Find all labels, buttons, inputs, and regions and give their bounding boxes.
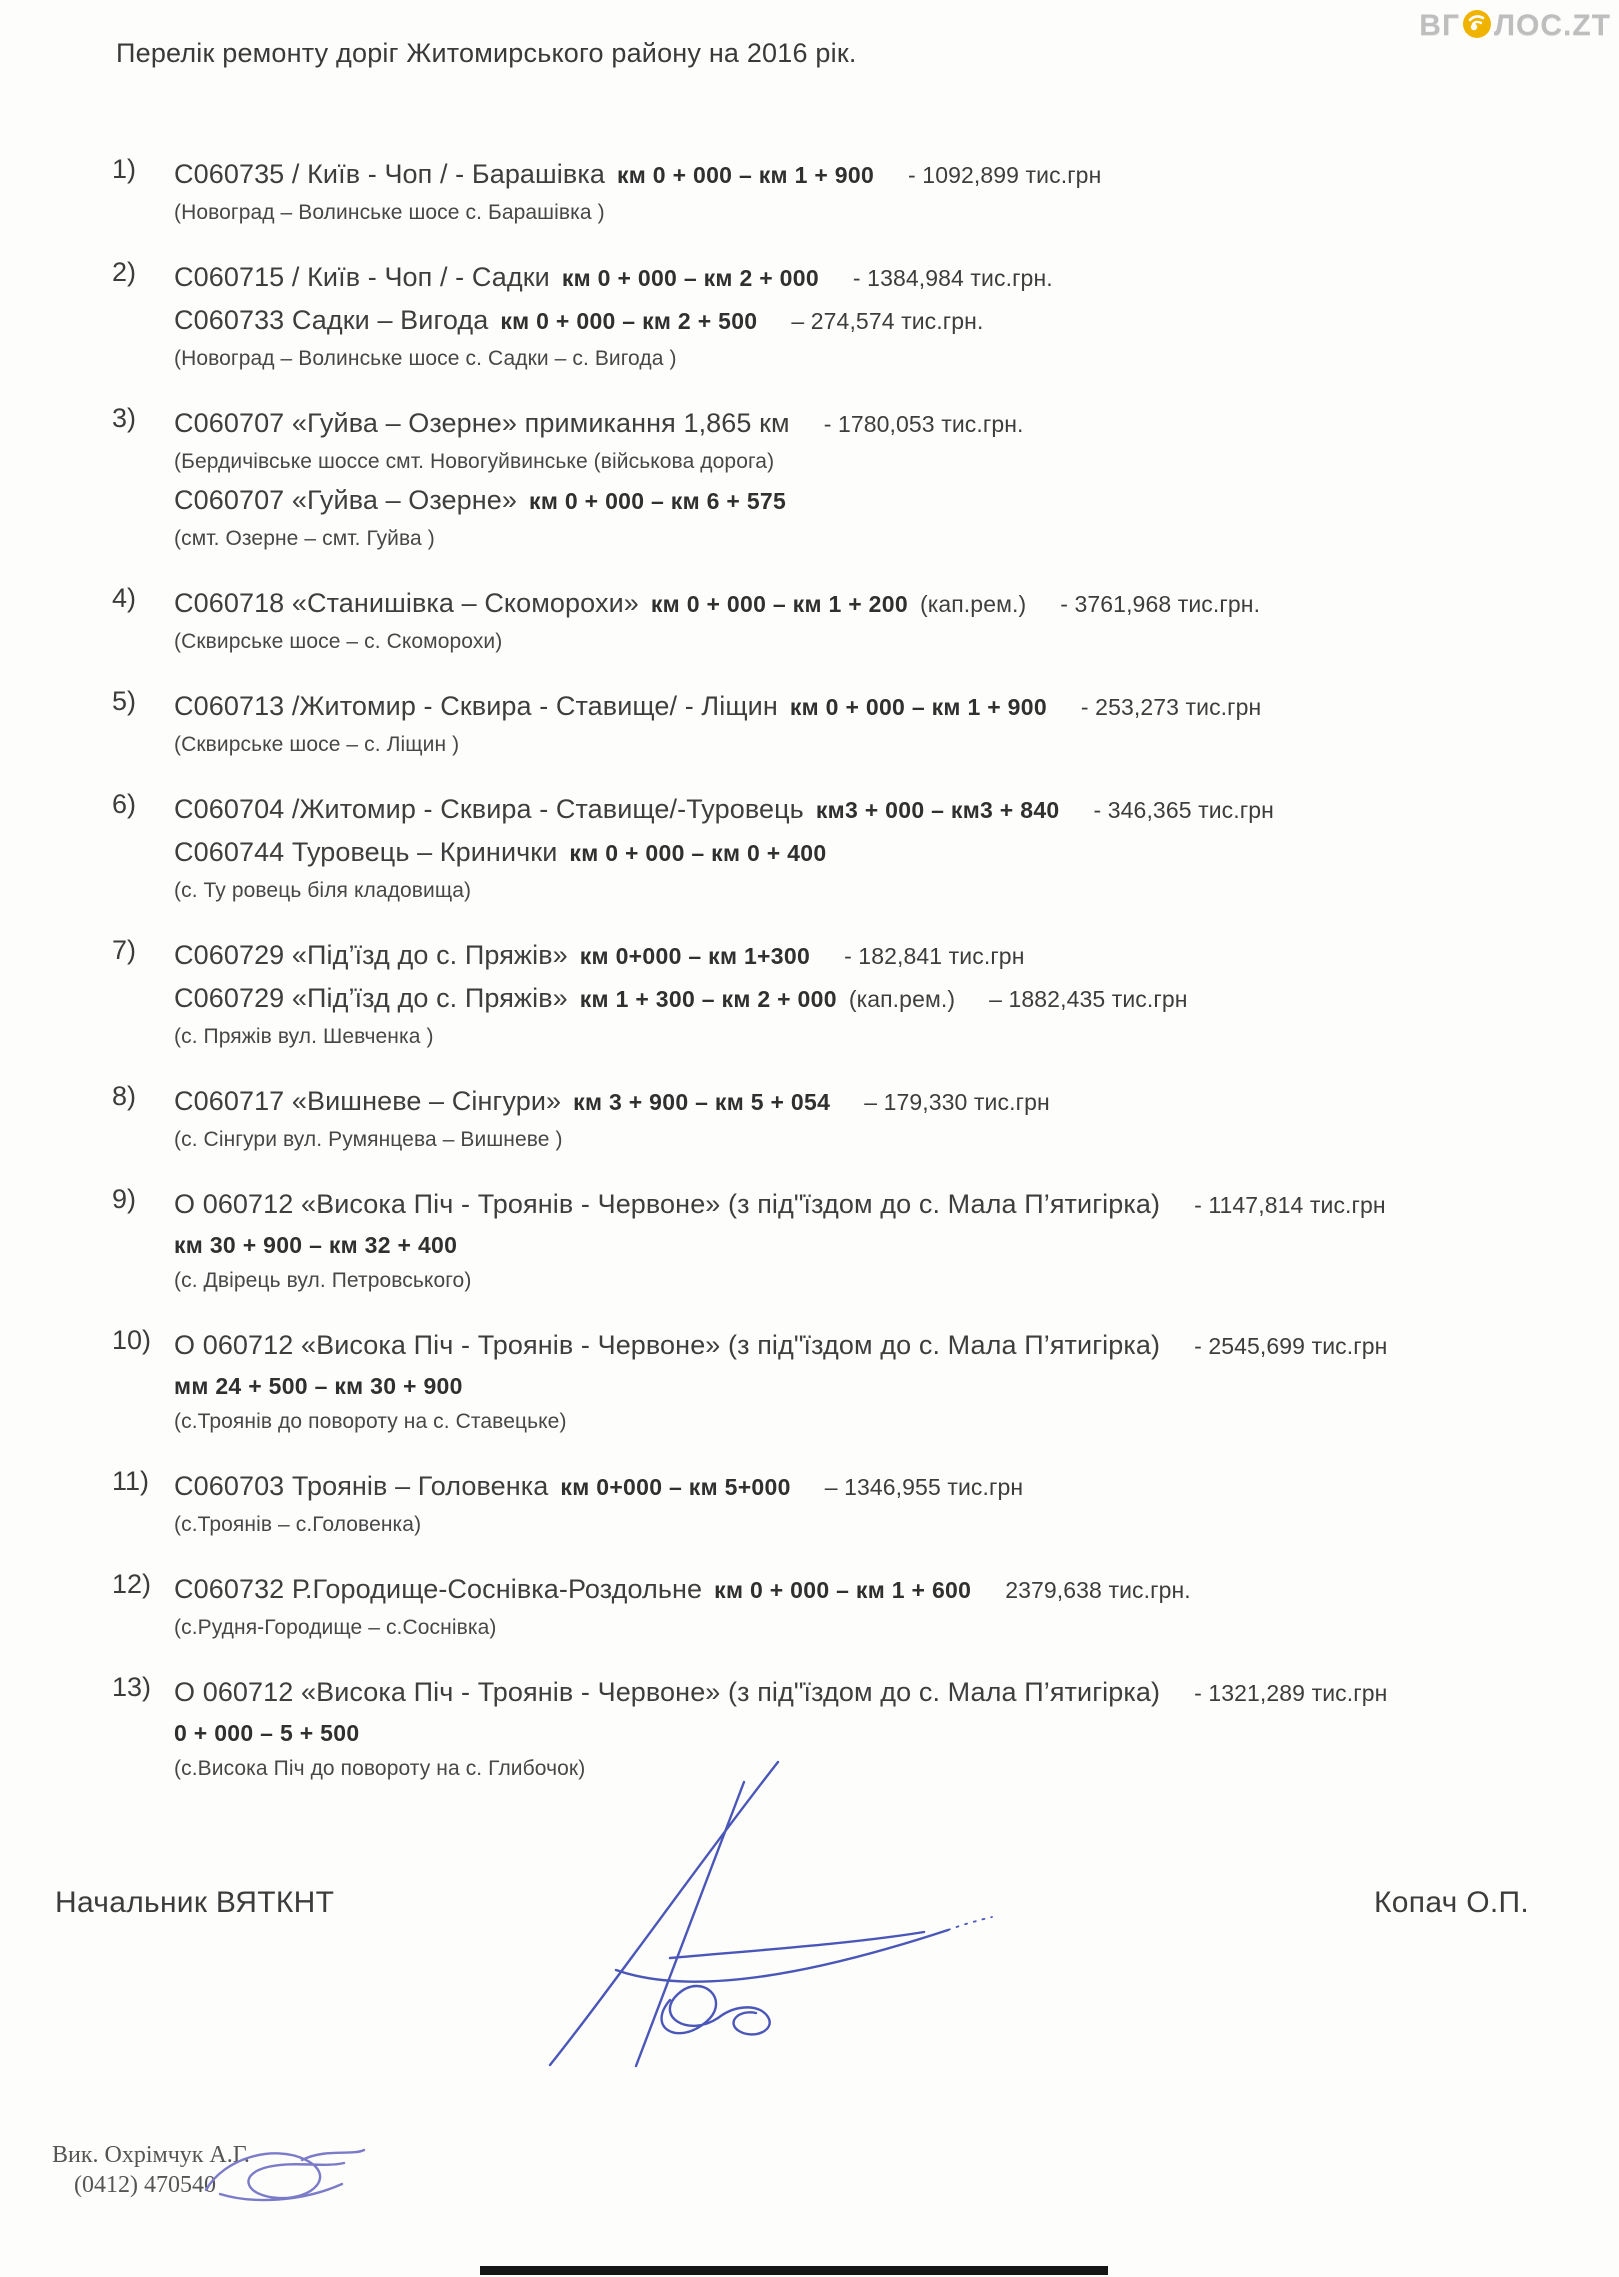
location-note: (смт. Озерне – смт. Гуйва ) bbox=[174, 527, 435, 550]
cost-amount: - 346,365 тис.грн bbox=[1093, 797, 1274, 823]
cost-amount: 2379,638 тис.грн. bbox=[1005, 1577, 1191, 1603]
item-number: 5) bbox=[112, 686, 137, 716]
km-range: км 3 + 900 – км 5 + 054 bbox=[573, 1089, 831, 1115]
watermark-text-prefix: ВГ bbox=[1419, 9, 1460, 42]
location-note: (Сквирське шосе – с. Скоморохи) bbox=[174, 630, 503, 653]
item-content bbox=[174, 1080, 1579, 1157]
list-item bbox=[112, 153, 1579, 230]
signoff-position: Начальник ВЯТКНТ bbox=[55, 1886, 335, 1919]
km-range: км 0 + 000 – км 2 + 000 bbox=[561, 265, 819, 291]
road-repair-list bbox=[0, 69, 1619, 1786]
item-content bbox=[174, 153, 1579, 230]
road-name: С060735 / Київ - Чоп / - Барашівка bbox=[174, 159, 605, 189]
km-range: км 1 + 300 – км 2 + 000 bbox=[579, 986, 837, 1012]
list-item bbox=[112, 934, 1579, 1054]
list-item bbox=[112, 582, 1579, 659]
road-name: С060713 /Житомир - Сквира - Ставище/ - Ліщин bbox=[174, 691, 778, 721]
cost-amount: – 1346,955 тис.грн bbox=[824, 1474, 1024, 1500]
km-range-line: 0 + 000 – 5 + 500 bbox=[174, 1720, 360, 1746]
item-number: 2) bbox=[112, 257, 137, 287]
list-item bbox=[112, 1671, 1579, 1786]
road-name: О 060712 «Висока Піч - Троянів - Червоне» (з під"їздом до с. Мала П’ятигірка) bbox=[174, 1189, 1161, 1219]
km-range: км3 + 000 – км3 + 840 bbox=[815, 797, 1060, 823]
list-item bbox=[112, 1080, 1579, 1157]
road-line bbox=[174, 1080, 1579, 1123]
item-content bbox=[174, 1465, 1579, 1542]
list-item bbox=[112, 256, 1579, 376]
road-line bbox=[174, 299, 1579, 342]
location-note: (Новоград – Волинське шосе с. Садки – с. Вигода ) bbox=[174, 347, 677, 370]
list-item bbox=[112, 1568, 1579, 1645]
road-line bbox=[174, 934, 1579, 977]
item-number: 3) bbox=[112, 403, 137, 433]
location-note: (Сквирське шосе – с. Ліщин ) bbox=[174, 733, 460, 756]
road-line bbox=[174, 153, 1579, 196]
executor-block bbox=[52, 2140, 250, 2200]
road-name: С060703 Троянів – Головенка bbox=[174, 1471, 549, 1501]
list-item bbox=[112, 402, 1579, 556]
km-range: км 0 + 000 – км 1 + 600 bbox=[714, 1577, 972, 1603]
km-range: км 0+000 – км 5+000 bbox=[560, 1474, 791, 1500]
km-range: км 0 + 000 – км 0 + 400 bbox=[569, 840, 827, 866]
cost-amount: - 182,841 тис.грн bbox=[844, 943, 1025, 969]
item-number: 4) bbox=[112, 583, 137, 613]
watermark-text-suffix: ЛОС.ZT bbox=[1493, 9, 1611, 42]
location-note: (с. Сінгури вул. Румянцева – Вишневе ) bbox=[174, 1128, 563, 1151]
km-range: км 0 + 000 – км 1 + 900 bbox=[616, 162, 875, 188]
item-number: 10) bbox=[112, 1325, 152, 1355]
road-line bbox=[174, 977, 1579, 1020]
km-range: км 0 + 000 – км 6 + 575 bbox=[529, 488, 787, 514]
list-item bbox=[112, 788, 1579, 908]
cost-amount: - 1321,289 тис.грн bbox=[1194, 1680, 1388, 1706]
item-number: 1) bbox=[112, 154, 137, 184]
item-number: 9) bbox=[112, 1184, 137, 1214]
repair-type: (кап.рем.) bbox=[848, 986, 956, 1012]
item-content bbox=[174, 1568, 1579, 1645]
item-content bbox=[174, 1671, 1579, 1786]
vgolos-watermark bbox=[1419, 6, 1611, 46]
cost-amount: - 1384,984 тис.грн. bbox=[852, 265, 1053, 291]
road-line bbox=[174, 402, 1579, 445]
cost-amount: - 1147,814 тис.грн bbox=[1194, 1192, 1386, 1218]
location-note: (с. Ту ровець біля кладовища) bbox=[174, 879, 472, 902]
km-range-line: мм 24 + 500 – км 30 + 900 bbox=[174, 1373, 463, 1399]
location-note: (с.Рудня-Городище – с.Соснівка) bbox=[174, 1616, 497, 1639]
location-note: (с.Висока Піч до повороту на с. Глибочок) bbox=[174, 1757, 586, 1780]
cost-amount: - 1092,899 тис.грн bbox=[908, 162, 1102, 188]
road-line bbox=[174, 685, 1579, 728]
executor-phone: (0412) 470540 bbox=[74, 2172, 216, 2198]
road-name: С060707 «Гуйва – Озерне» примикання 1,865 км bbox=[174, 408, 790, 438]
road-name: О 060712 «Висока Піч - Троянів - Червоне» (з під"їздом до с. Мала П’ятигірка) bbox=[174, 1677, 1161, 1707]
road-line bbox=[174, 831, 1579, 874]
km-range: км 0 + 000 – км 1 + 200 bbox=[650, 591, 908, 617]
cost-amount: - 3761,968 тис.грн. bbox=[1060, 591, 1261, 617]
road-name: С060707 «Гуйва – Озерне» bbox=[174, 485, 518, 515]
document-title: Перелік ремонту доріг Житомирського району на 2016 рік. bbox=[116, 38, 857, 68]
list-item bbox=[112, 1465, 1579, 1542]
list-item bbox=[112, 1324, 1579, 1439]
road-line bbox=[174, 479, 1579, 522]
scan-artifact-bar bbox=[480, 2266, 1108, 2275]
cost-amount: – 179,330 тис.грн bbox=[864, 1089, 1050, 1115]
item-number: 6) bbox=[112, 789, 137, 819]
location-note: (Бердичівське шоссе смт. Новогуйвинське (військова дорога) bbox=[174, 450, 775, 473]
item-content bbox=[174, 582, 1579, 659]
km-range: км 0+000 – км 1+300 bbox=[579, 943, 811, 969]
road-name: С060729 «Під’їзд до с. Пряжів» bbox=[174, 940, 568, 970]
cost-amount: - 2545,699 тис.грн bbox=[1194, 1333, 1388, 1359]
road-name: С060704 /Житомир - Сквира - Ставище/-Туровець bbox=[174, 794, 804, 824]
km-range: км 0 + 000 – км 2 + 500 bbox=[500, 308, 758, 334]
list-item bbox=[112, 685, 1579, 762]
road-line bbox=[174, 1465, 1579, 1508]
road-line bbox=[174, 1568, 1579, 1611]
signal-icon bbox=[1461, 8, 1493, 48]
km-range: км 0 + 000 – км 1 + 900 bbox=[789, 694, 1047, 720]
road-name: С060717 «Вишневе – Сінгури» bbox=[174, 1086, 562, 1116]
item-content bbox=[174, 1183, 1579, 1298]
road-line bbox=[174, 256, 1579, 299]
location-note: (Новоград – Волинське шосе с. Барашівка ) bbox=[174, 201, 605, 224]
cost-amount: – 1882,435 тис.грн bbox=[989, 986, 1188, 1012]
road-name: С060732 Р.Городище-Соснівка-Роздольне bbox=[174, 1574, 703, 1604]
item-number: 12) bbox=[112, 1569, 152, 1599]
cost-amount: - 1780,053 тис.грн. bbox=[823, 411, 1024, 437]
item-number: 8) bbox=[112, 1081, 137, 1111]
road-line bbox=[174, 788, 1579, 831]
road-name: О 060712 «Висока Піч - Троянів - Червоне» (з під"їздом до с. Мала П’ятигірка) bbox=[174, 1330, 1161, 1360]
item-content bbox=[174, 934, 1579, 1054]
item-content bbox=[174, 788, 1579, 908]
executor-name: Вик. Охрімчук А.Г. bbox=[52, 2142, 250, 2168]
road-line bbox=[174, 1183, 1579, 1226]
km-range-line: км 30 + 900 – км 32 + 400 bbox=[174, 1232, 458, 1258]
road-name: С060729 «Під’їзд до с. Пряжів» bbox=[174, 983, 568, 1013]
signoff-row bbox=[55, 1886, 1529, 1920]
road-line bbox=[174, 1671, 1579, 1714]
road-name: С060733 Садки – Вигода bbox=[174, 305, 489, 335]
road-name: С060718 «Станишівка – Скоморохи» bbox=[174, 588, 639, 618]
cost-amount: – 274,574 тис.грн. bbox=[791, 308, 984, 334]
item-content bbox=[174, 685, 1579, 762]
repair-type: (кап.рем.) bbox=[919, 591, 1027, 617]
list-item bbox=[112, 1183, 1579, 1298]
location-note: (с.Троянів – с.Головенка) bbox=[174, 1513, 422, 1536]
item-content bbox=[174, 1324, 1579, 1439]
item-content bbox=[174, 256, 1579, 376]
item-content bbox=[174, 402, 1579, 556]
item-number: 11) bbox=[112, 1466, 150, 1496]
location-note: (с. Пряжів вул. Шевченка ) bbox=[174, 1025, 434, 1048]
item-number: 7) bbox=[112, 935, 137, 965]
location-note: (с.Троянів до повороту на с. Ставецьке) bbox=[174, 1410, 567, 1433]
location-note: (с. Двірець вул. Петровського) bbox=[174, 1269, 472, 1292]
road-line bbox=[174, 582, 1579, 625]
road-name: С060715 / Київ - Чоп / - Садки bbox=[174, 262, 550, 292]
cost-amount: - 253,273 тис.грн bbox=[1080, 694, 1262, 720]
road-line bbox=[174, 1324, 1579, 1367]
signoff-name: Копач О.П. bbox=[1374, 1886, 1529, 1919]
item-number: 13) bbox=[112, 1672, 152, 1702]
road-name: С060744 Туровець – Кринички bbox=[174, 837, 558, 867]
